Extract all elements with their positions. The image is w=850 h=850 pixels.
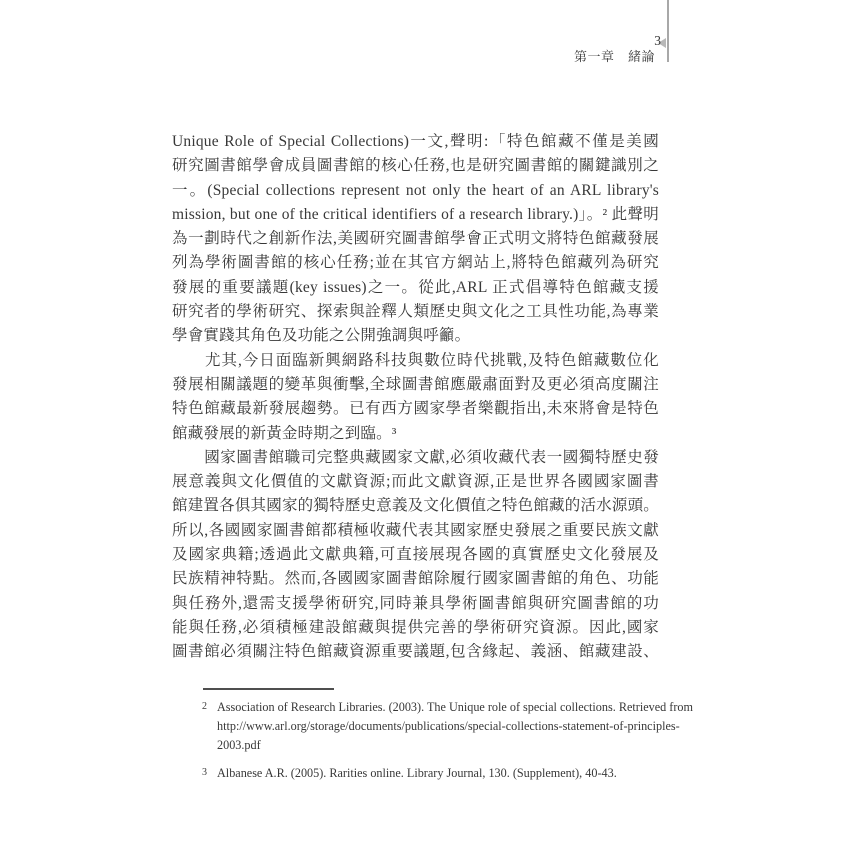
header-rule xyxy=(667,0,669,62)
footnote-separator xyxy=(203,688,334,690)
body-text-line: 一。(Special collections represent not only the heart of an ARL library's xyxy=(172,181,659,199)
footnotes xyxy=(202,698,693,792)
body-text-line: 及國家典籍;透過此文獻典籍,可直接展現各國的真實歷史文化發展及 xyxy=(172,546,659,564)
footnote-line: Albanese A.R. (2005). Rarities online. Library Journal, 130. (Supplement), 40-43. xyxy=(217,766,617,780)
body-text-line: 所以,各國國家圖書館都積極收藏代表其國家歷史發展之重要民族文獻 xyxy=(172,521,659,539)
footnote-marker: 3 xyxy=(202,767,207,778)
footnote-text xyxy=(217,764,617,783)
body-text-line: 列為學術圖書館的核心任務;並在其官方網站上,將特色館藏列為研究 xyxy=(172,254,659,272)
body-text-line: 館建置各俱其國家的獨特歷史意義及文化價值之特色館藏的活水源頭。 xyxy=(172,497,659,515)
body-text-line: 發展的重要議題(key issues)之一。從此,ARL 正式倡導特色館藏支援 xyxy=(172,278,659,296)
body-text xyxy=(172,130,659,665)
body-text-line: 展意義與文化價值的文獻資源;而此文獻資源,正是世界各國國家圖書 xyxy=(172,473,659,491)
footnote-text xyxy=(217,698,693,755)
page-number: 3 xyxy=(654,33,661,48)
body-text-line: 發展相關議題的變革與衝擊,全球圖書館應嚴肅面對及更必須高度關注 xyxy=(172,375,659,393)
footnote xyxy=(202,764,664,783)
body-text-line: 圖書館必須關注特色館藏資源重要議題,包含緣起、義涵、館藏建設、 xyxy=(172,643,659,661)
body-text-line: 館藏發展的新黃金時期之到臨。³ xyxy=(172,424,397,442)
body-text-line: 學會實踐其角色及功能之公開強調與呼籲。 xyxy=(172,327,471,345)
body-text-line: 國家圖書館職司完整典藏國家文獻,必須收藏代表一國獨特歷史發 xyxy=(172,448,659,466)
body-text-line: Unique Role of Special Collections)一文,聲明:「特色館藏不僅是美國 xyxy=(172,133,659,150)
body-text-line: mission, but one of the critical identifiers of a research library.)」。² 此聲明 xyxy=(172,205,659,223)
footnote-marker: 2 xyxy=(202,701,207,712)
body-text-line: 民族精神特點。然而,各國國家圖書館除履行國家圖書館的角色、功能 xyxy=(172,570,659,588)
footnote-line: 2003.pdf xyxy=(217,738,261,752)
body-text-line: 與任務外,還需支援學術研究,同時兼具學術圖書館與研究圖書館的功 xyxy=(172,594,659,612)
body-text-line: 特色館藏最新發展趨勢。已有西方國家學者樂觀指出,未來將會是特色 xyxy=(172,400,659,418)
footnote-line: http://www.arl.org/storage/documents/publications/special-collections-statement-of-principles- xyxy=(217,719,680,733)
footnote-line: Association of Research Libraries. (2003). The Unique role of special collections. Retrieved from xyxy=(217,700,693,714)
body-text-line: 研究圖書館學會成員圖書館的核心任務,也是研究圖書館的關鍵識別之 xyxy=(172,157,659,175)
chapter-title: 第一章 緒論 xyxy=(573,49,655,64)
footnote xyxy=(202,698,693,755)
body-text-line: 研究者的學術研究、探索與詮釋人類歷史與文化之工具性功能,為專業 xyxy=(172,303,659,321)
body-text-line: 能與任務,必須積極建設館藏與提供完善的學術研究資源。因此,國家 xyxy=(172,618,659,636)
body-text-line: 為一劃時代之創新作法,美國研究圖書館學會正式明文將特色館藏發展 xyxy=(172,230,659,248)
body-text-line: 尤其,今日面臨新興網路科技與數位時代挑戰,及特色館藏數位化 xyxy=(172,351,659,369)
